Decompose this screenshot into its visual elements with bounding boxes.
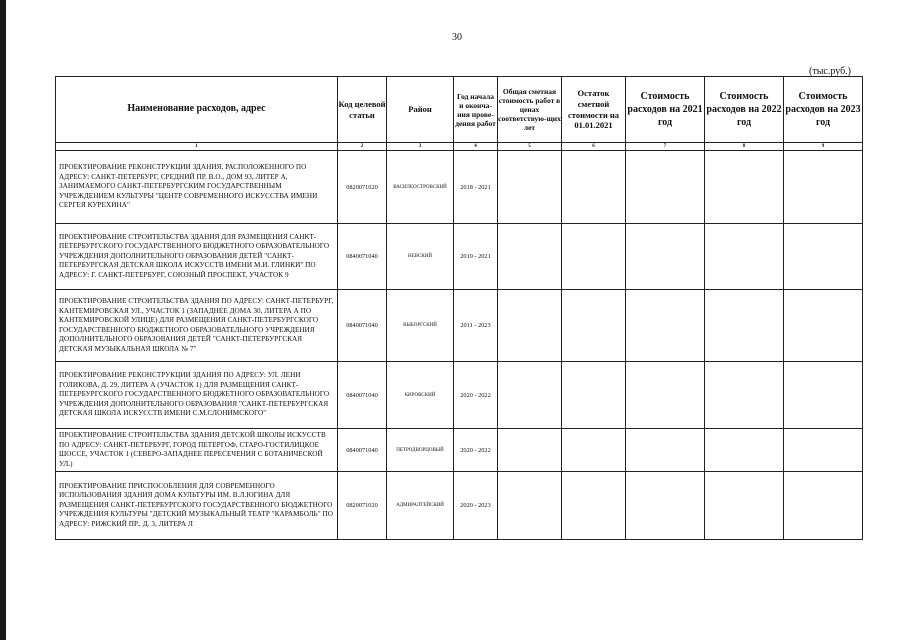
expense-cost-2023 xyxy=(784,224,863,290)
expense-cost-2021 xyxy=(626,151,705,224)
units-label: (тыс.руб.) xyxy=(809,66,852,77)
expense-code: 0840071040 xyxy=(338,224,387,290)
expense-name: ПРОЕКТИРОВАНИЕ СТРОИТЕЛЬСТВА ЗДАНИЯ ДЕТСКОЙ ШКОЛЫ ИСКУССТВ ПО АДРЕСУ: САНКТ-ПЕТЕРБУРГ, ГОРОД ПЕТЕРГОФ, СТАРО-ГОСТИЛИЦКОЕ ШОССЕ, УЧАСТОК 1 (СЕВЕРО-ЗАПАДНЕЕ ПЕРЕСЕЧЕНИЯ С БОТАНИЧЕСКОЙ УЛ.) xyxy=(56,429,338,472)
header-total-cost: Общая сметная стоимость работ в ценах соответствую-щих лет xyxy=(498,77,562,143)
expense-code: 0840071040 xyxy=(338,290,387,362)
expense-code: 0840071040 xyxy=(338,362,387,429)
header-district: Район xyxy=(387,77,454,143)
expense-cost-2022 xyxy=(705,362,784,429)
header-cost-2021: Стоимость расходов на 2021 год xyxy=(626,77,705,143)
expense-name: ПРОЕКТИРОВАНИЕ СТРОИТЕЛЬСТВА ЗДАНИЯ ДЛЯ РАЗМЕЩЕНИЯ САНКТ-ПЕТЕРБУРГСКОГО ГОСУДАРСТВЕННОГО БЮДЖЕТНОГО ОБРАЗОВАТЕЛЬНОГО УЧРЕЖДЕНИЯ ДОПОЛНИТЕЛЬНОГО ОБРАЗОВАНИЯ ДЕТЕЙ "САНКТ-ПЕТЕРБУРГСКАЯ ДЕТСКАЯ ШКОЛА ИСКУССТВ ИМЕНИ М.И. ГЛИНКИ" ПО АДРЕСУ: Г. САНКТ-ПЕТЕРБУРГ, СОЮЗНЫЙ ПРОСПЕКТ, УЧАСТОК 9 xyxy=(56,224,338,290)
expense-years: 2020 - 2022 xyxy=(454,362,498,429)
column-number: 4 xyxy=(454,143,498,151)
expense-name: ПРОЕКТИРОВАНИЕ СТРОИТЕЛЬСТВА ЗДАНИЯ ПО АДРЕСУ: САНКТ-ПЕТЕРБУРГ, КАНТЕМИРОВСКАЯ УЛ., УЧАСТОК 1 (ЗАПАДНЕЕ ДОМА 30, ЛИТЕРА А ПО КАНТЕМИРОВСКОЙ УЛИЦЕ) ДЛЯ РАЗМЕЩЕНИЯ САНКТ-ПЕТЕРБУРГСКОГО ГОСУДАРСТВЕННОГО БЮДЖЕТНОГО ОБРАЗОВАТЕЛЬНОГО УЧРЕЖДЕНИЯ ДОПОЛНИТЕЛЬНОГО ОБРАЗОВАНИЯ ДЕТЕЙ "САНКТ-ПЕТЕРБУРГСКАЯ ДЕТСКАЯ МУЗЫКАЛЬНАЯ ШКОЛА № 7" xyxy=(56,290,338,362)
expense-years: 2020 - 2023 xyxy=(454,472,498,540)
expense-district: ВАСИЛЕОСТРОВСКИЙ xyxy=(387,151,454,224)
expense-years: 2018 - 2021 xyxy=(454,151,498,224)
expense-code: 0820071020 xyxy=(338,151,387,224)
expense-years: 2011 - 2023 xyxy=(454,290,498,362)
expense-district: КИРОВСКИЙ xyxy=(387,362,454,429)
expense-remaining-cost xyxy=(562,362,626,429)
page-number: 30 xyxy=(452,32,462,43)
expense-name: ПРОЕКТИРОВАНИЕ РЕКОНСТРУКЦИИ ЗДАНИЯ, РАСПОЛОЖЕННОГО ПО АДРЕСУ: САНКТ-ПЕТЕРБУРГ, СРЕДНИЙ ПР. В.О., ДОМ 93, ЛИТЕР А, ЗАНИМАЕМОГО САНКТ-ПЕТЕРБУРГСКИМ ГОСУДАРСТВЕННЫМ УЧРЕЖДЕНИЕМ КУЛЬТУРЫ "ЦЕНТР СОВРЕМЕННОГО ИСКУССТВА ИМЕНИ СЕРГЕЯ КУРЕХИНА" xyxy=(56,151,338,224)
expense-total-cost xyxy=(498,429,562,472)
expense-total-cost xyxy=(498,224,562,290)
table-row xyxy=(56,362,863,429)
column-number-row xyxy=(56,143,863,151)
column-number: 8 xyxy=(705,143,784,151)
expense-total-cost xyxy=(498,472,562,540)
header-code: Код целевой статьи xyxy=(338,77,387,143)
expense-years: 2020 - 2022 xyxy=(454,429,498,472)
expense-remaining-cost xyxy=(562,151,626,224)
column-number: 1 xyxy=(56,143,338,151)
expense-cost-2022 xyxy=(705,472,784,540)
expense-remaining-cost xyxy=(562,472,626,540)
header-cost-2023: Стоимость расходов на 2023 год xyxy=(784,77,863,143)
expense-name: ПРОЕКТИРОВАНИЕ ПРИСПОСОБЛЕНИЯ ДЛЯ СОВРЕМЕННОГО ИСПОЛЬЗОВАНИЯ ЗДАНИЯ ДОМА КУЛЬТУРЫ ИМ. В.Л.ЮГИНА ДЛЯ РАЗМЕЩЕНИЯ САНКТ-ПЕТЕРБУРГСКОГО ГОСУДАРСТВЕННОГО БЮДЖЕТНОГО УЧРЕЖДЕНИЯ КУЛЬТУРЫ "ДЕТСКИЙ МУЗЫКАЛЬНЫЙ ТЕАТР "КАРАМБОЛЬ" ПО АДРЕСУ: РИЖСКИЙ ПР., Д. 3, ЛИТЕРА Л xyxy=(56,472,338,540)
expense-remaining-cost xyxy=(562,429,626,472)
expense-years: 2019 - 2021 xyxy=(454,224,498,290)
expense-remaining-cost xyxy=(562,224,626,290)
expense-district: АДМИРАЛТЕЙСКИЙ xyxy=(387,472,454,540)
header-row xyxy=(56,77,863,143)
expense-cost-2022 xyxy=(705,290,784,362)
column-number: 5 xyxy=(498,143,562,151)
expense-code: 0820071020 xyxy=(338,472,387,540)
expenses-table xyxy=(55,76,863,540)
expense-cost-2021 xyxy=(626,362,705,429)
expense-remaining-cost xyxy=(562,290,626,362)
expense-cost-2021 xyxy=(626,290,705,362)
expense-cost-2023 xyxy=(784,290,863,362)
expense-cost-2023 xyxy=(784,362,863,429)
expense-cost-2021 xyxy=(626,472,705,540)
expense-cost-2021 xyxy=(626,429,705,472)
header-years: Год начала и оконча-ния прове-дения работ xyxy=(454,77,498,143)
expense-cost-2021 xyxy=(626,224,705,290)
table-row xyxy=(56,290,863,362)
expense-cost-2023 xyxy=(784,429,863,472)
column-number: 9 xyxy=(784,143,863,151)
expense-name: ПРОЕКТИРОВАНИЕ РЕКОНСТРУКЦИИ ЗДАНИЯ ПО АДРЕСУ: УЛ. ЛЕНИ ГОЛИКОВА, Д. 29, ЛИТЕРА А (УЧАСТОК 1) ДЛЯ РАЗМЕЩЕНИЯ САНКТ-ПЕТЕРБУРГСКОГО ГОСУДАРСТВЕННОГО БЮДЖЕТНОГО ОБРАЗОВАТЕЛЬНОГО УЧРЕЖДЕНИЯ ДОПОЛНИТЕЛЬНОГО ОБРАЗОВАНИЯ "САНКТ-ПЕТЕРБУРГСКАЯ ДЕТСКАЯ ШКОЛА ИСКУССТВ ИМЕНИ С.М.СЛОНИМСКОГО" xyxy=(56,362,338,429)
expense-cost-2022 xyxy=(705,429,784,472)
table-row xyxy=(56,151,863,224)
column-number: 3 xyxy=(387,143,454,151)
header-remaining-cost: Остаток сметной стоимости на 01.01.2021 xyxy=(562,77,626,143)
column-number: 2 xyxy=(338,143,387,151)
expense-district: ПЕТРОДВОРЦОВЫЙ xyxy=(387,429,454,472)
column-number: 6 xyxy=(562,143,626,151)
expense-cost-2022 xyxy=(705,151,784,224)
header-cost-2022: Стоимость расходов на 2022 год xyxy=(705,77,784,143)
table-row xyxy=(56,472,863,540)
table-row xyxy=(56,224,863,290)
expense-total-cost xyxy=(498,151,562,224)
expense-district: НЕВСКИЙ xyxy=(387,224,454,290)
expense-code: 0840071040 xyxy=(338,429,387,472)
expense-total-cost xyxy=(498,290,562,362)
expense-cost-2023 xyxy=(784,151,863,224)
header-name: Наименование расходов, адрес xyxy=(56,77,338,143)
scan-edge xyxy=(0,0,6,640)
expense-total-cost xyxy=(498,362,562,429)
expense-district: ВЫБОРГСКИЙ xyxy=(387,290,454,362)
expense-cost-2023 xyxy=(784,472,863,540)
table-row xyxy=(56,429,863,472)
expense-cost-2022 xyxy=(705,224,784,290)
column-number: 7 xyxy=(626,143,705,151)
